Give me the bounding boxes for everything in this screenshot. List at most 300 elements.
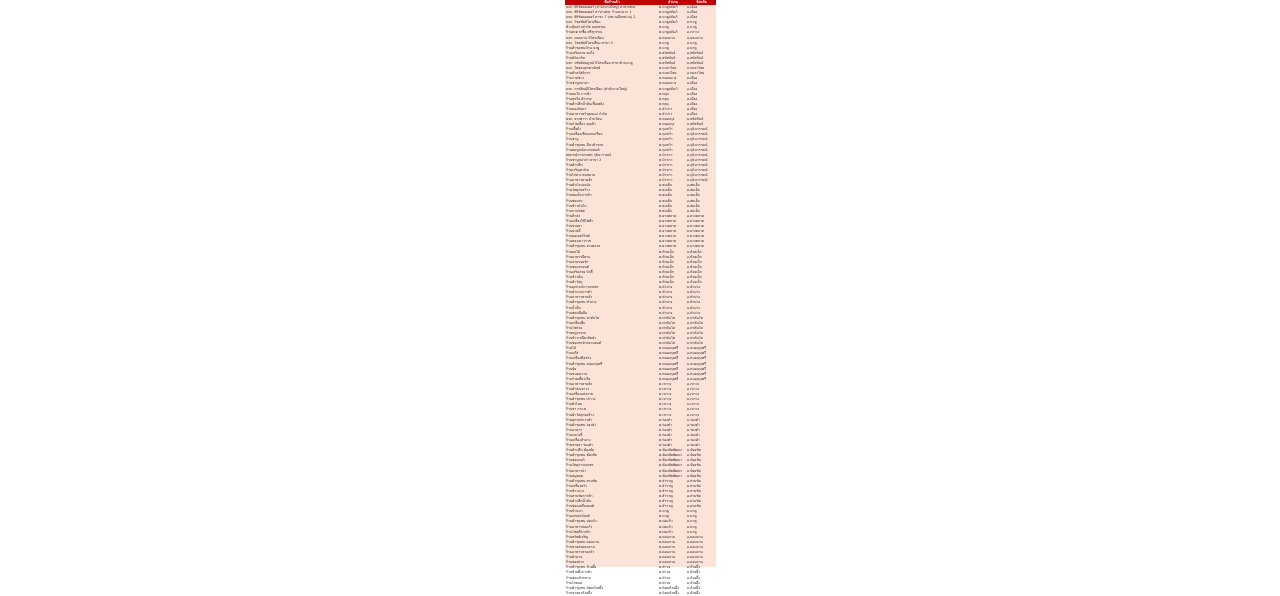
cell-province: อ.สหัสขันธ์ [687, 50, 704, 55]
cell-shop-name: ร้านค้าชุมชน ท่าคันโท [566, 315, 600, 320]
cell-district: ต.สำราญ [659, 504, 673, 509]
cell-district: ต.ท่าคันโท [659, 325, 676, 330]
cell-province: อ.ยางตลาด [687, 239, 705, 244]
cell-shop-name: ร้านซ่อมแอร์ [566, 458, 585, 463]
cell-shop-name: ร้านซ่อมจักรยาน [566, 575, 591, 580]
cell-district: ต.ดอนจาน [659, 560, 676, 565]
cell-province: อ.กมลาไสย [687, 66, 705, 71]
cell-shop-name: ร้านอาหารอีสาน [566, 254, 591, 259]
cell-province: อ.สหัสขันธ์ [687, 117, 704, 122]
cell-province: อ.ห้วยเม็ก [687, 274, 702, 279]
cell-province: อ.ยางตลาด [687, 218, 705, 223]
cell-province: อ.หนองกุงศรี [687, 346, 707, 351]
table-body [565, 5, 716, 596]
cell-district: ต.บัวขาว [659, 157, 673, 162]
cell-province: อ.หนองกุงศรี [687, 366, 707, 371]
cell-shop-name: ร้านข้าวต้ม [566, 274, 583, 279]
cell-shop-name: ร้านค้าชุมชน ร่องคำ [566, 422, 597, 427]
cell-district: ต.ห้วยเม็ก [659, 274, 674, 279]
cell-shop-name: ร้านเครื่องเขียนแบบเรียน [566, 132, 603, 137]
cell-province: อ.หนองกุงศรี [687, 376, 707, 381]
cell-shop-name: ร้านค้าวัสดุก่อสร้าง [566, 412, 594, 417]
cell-province: อ.นาคู [687, 20, 697, 25]
cell-province: อ.ร่องคำ [687, 443, 700, 448]
cell-province: อ.ห้วยเม็ก [687, 249, 702, 254]
cell-district: ต.ท่าคันโท [659, 320, 676, 325]
cell-district: ต.คำบง [659, 565, 671, 570]
cell-province: อ.คำม่วง [687, 300, 701, 305]
cell-district: ต.สมเด็จ [659, 203, 672, 208]
header-province: จังหวัด [696, 0, 707, 4]
cell-shop-name: ร้านวัสดุการเกษตร [566, 463, 594, 468]
cell-province: อ.ดอนจาน [687, 555, 703, 560]
cell-province: อ.ท่าคันโท [687, 320, 703, 325]
cell-shop-name: ร้านสุภาพรการค้า [566, 417, 593, 422]
cell-province: อ.ร่องคำ [687, 417, 700, 422]
cell-shop-name: ร้านน้ำดื่ม [566, 305, 581, 310]
cell-district: ต.นาคูปถัมภ์ [659, 86, 678, 91]
cell-district: ต.ร่องคำ [659, 432, 672, 437]
cell-district: ต.กุดหว้า [659, 147, 673, 152]
cell-district: ต.ยางตลาด [659, 218, 677, 223]
cell-shop-name: ร้านผ้าม่าน [566, 555, 583, 560]
cell-district: ต.ท่าคันโท [659, 341, 676, 346]
cell-district: ต.ยางตลาด [659, 244, 677, 249]
cell-province: อ.เขาวง [687, 402, 700, 407]
cell-shop-name: บจก. ไทยสมุทรพาณิชย์ [566, 66, 601, 71]
cell-shop-name: ร้านค้าวัสดุ [566, 280, 583, 285]
cell-shop-name: บจก. โชคชัยปิโตรเลียม [566, 20, 601, 25]
cell-shop-name: ร้านอาหารป่า [566, 468, 586, 473]
cell-shop-name: ร้านค้าชุมชน บ่อแก้ว [566, 519, 597, 524]
cell-district: ต.นาคู [659, 25, 669, 30]
cell-district: ต.คำม่วง [659, 305, 673, 310]
cell-shop-name: ร้านไม้ [566, 346, 576, 351]
cell-province: อ.เมือง [687, 106, 698, 111]
cell-district: ต.สหัสขันธ์ [659, 50, 676, 55]
cell-province: อ.เมือง [687, 10, 698, 15]
cell-shop-name: ร้านบะหมี่ [566, 229, 581, 234]
cell-shop-name: ร้านมอเตอร์ไซค์ [566, 234, 590, 239]
cell-province: อ.สมเด็จ [687, 203, 700, 208]
cell-province: อ.ยางตลาด [687, 224, 705, 229]
cell-shop-name: ร้านขายยาห้วยผึ้ง [566, 590, 592, 595]
cell-province: อ.ห้วยผึ้ง [687, 575, 700, 580]
cell-province: อ.ดอนจาน [687, 560, 703, 565]
cell-shop-name: ร้านอาหาร [566, 427, 582, 432]
cell-province: อ.นาคู [687, 529, 697, 534]
cell-province: อ.เขาวง [687, 392, 700, 397]
cell-province: อ.ห้วยผึ้ง [687, 590, 700, 595]
cell-district: ต.เขาวง [659, 402, 672, 407]
cell-province: อ.กุฉินารายณ์ [687, 142, 708, 147]
cell-province: อ.คำม่วง [687, 310, 701, 315]
cell-shop-name: หจก. ยางพารา บ้านโพน [566, 117, 602, 122]
cell-district: ต.ดอนจาน [659, 544, 676, 549]
cell-province: อ.คำม่วง [687, 305, 701, 310]
cell-shop-name: ร้านสมบูรณ์ยางรถยนต์ [566, 147, 600, 152]
cell-district: ต.บัวขาว [659, 173, 673, 178]
cell-shop-name: ร้านค้าชุมชน สามชัย [566, 478, 597, 483]
cell-province: อ.นาคู [687, 45, 697, 50]
cell-district: ต.สหัสขันธ์ [659, 61, 676, 66]
cell-province: อ.หนองกุงศรี [687, 361, 707, 366]
cell-shop-name: ร้านค้าบ้านดงบัง [566, 183, 591, 188]
cell-province: อ.ยางตลาด [687, 229, 705, 234]
cell-province: อ.นาคู [687, 40, 697, 45]
cell-province: อ.สามชัย [687, 504, 701, 509]
cell-shop-name: ร้านขายของชำ [566, 259, 589, 264]
cell-shop-name: ร้านเครื่องสำอาง [566, 437, 591, 442]
cell-district: ต.หลุบ [659, 91, 669, 96]
cell-province: อ.เมือง [687, 76, 698, 81]
cell-district: ต.บัวขาว [659, 162, 673, 167]
cell-province: อ.ห้วยเม็ก [687, 269, 702, 274]
cell-district: ต.บัวขาว [659, 178, 673, 183]
cell-shop-name: ร้านโชคดีการค้า [566, 529, 591, 534]
cell-province: อ.กุฉินารายณ์ [687, 137, 708, 142]
cell-shop-name: บจก. ดอนจาน ปิโตรเลียม [566, 35, 604, 40]
cell-district: ต.เขาวง [659, 392, 672, 397]
cell-district: ต.ดอนจาน [659, 539, 676, 544]
cell-province: อ.นาคู [687, 524, 697, 529]
cell-province: อ.คำม่วง [687, 285, 701, 290]
cell-shop-name: ร้านเครื่องใช้ไฟฟ้า [566, 218, 594, 223]
cell-province: อ.สมเด็จ [687, 208, 700, 213]
cell-shop-name: ร้านอาหารตามสั่ง [566, 381, 593, 386]
cell-province: อ.ร่องคำ [687, 427, 700, 432]
cell-district: ต.กุดหว้า [659, 132, 673, 137]
cell-district: ต.สมเด็จ [659, 188, 672, 193]
cell-shop-name: ร้านวัสดุก่อสร้าง [566, 188, 590, 193]
cell-district: ต.หนองกุงศรี [659, 351, 679, 356]
cell-province: อ.ร่องคำ [687, 422, 700, 427]
cell-shop-name: ร้านรวมช่าง [566, 76, 584, 81]
cell-province: อ.ฆ้องชัย [687, 453, 701, 458]
cell-province: อ.สามชัย [687, 478, 701, 483]
cell-district: ต.ยางตลาด [659, 213, 677, 218]
cell-district: ต.หนองแวง [659, 76, 677, 81]
cell-shop-name: ร้านข้าวเหนียวส้มตำ [566, 336, 597, 341]
cell-province: อ.หนองกุงศรี [687, 356, 707, 361]
cell-district: ต.นาคูปถัมภ์ [659, 10, 678, 15]
cell-shop-name: ร้านอาหารบ่อแก้ว [566, 524, 593, 529]
cell-province: อ.นาคู [687, 509, 697, 514]
cell-province: อ.เมือง [687, 5, 698, 9]
cell-province: อ.สหัสขันธ์ [687, 122, 704, 127]
cell-district: ต.คำม่วง [659, 300, 673, 305]
cell-district: ต.นิคมห้วยผึ้ง [659, 590, 679, 595]
cell-district: ต.เขาวง [659, 387, 672, 392]
cell-district: ต.หนองกุงศรี [659, 346, 679, 351]
cell-shop-name: ร้านอาหารตามสั่ง [566, 295, 593, 300]
cell-shop-name: ร้านหมูกระทะ [566, 331, 587, 335]
cell-province: อ.เขาวง [687, 407, 700, 412]
cell-shop-name: ร้านขนมหวาน [566, 371, 588, 376]
cell-district: ต.นาคู [659, 509, 669, 514]
cell-shop-name: ร้านค้าชุมชน ฆ้องชัย [566, 453, 597, 458]
cell-shop-name: ร้านค้าส่ง [566, 213, 580, 218]
cell-province: อ.สมเด็จ [687, 193, 700, 198]
cell-district: ต.นาคู [659, 45, 669, 50]
cell-shop-name: ร้านบ้านนา [566, 509, 583, 514]
cell-district: ต.กมลาไสย [659, 66, 677, 71]
cell-shop-name: บจก. ศิริชัยมอเตอร์ สาขาปตท. ร้านสะดวก 1 [566, 10, 632, 15]
cell-province: อ.กุฉินารายณ์ [687, 178, 708, 183]
cell-shop-name: ร้านค้าชุมชน เขาวง [566, 397, 596, 402]
cell-shop-name: บจก. ศิริชัยมอเตอร์ (สำนักงานใหญ่) สาขาปตท. [566, 5, 636, 9]
cell-district: ต.ห้วยเม็ก [659, 259, 674, 264]
cell-province: อ.ร่องคำ [687, 437, 700, 442]
cell-district: ต.ฆ้องชัยพัฒนา [659, 468, 683, 473]
cell-district: ต.ยางตลาด [659, 229, 677, 234]
cell-district: ต.ห้วยเม็ก [659, 280, 674, 285]
cell-shop-name: ร้านค้าชุมชนบ้าน นาคู [566, 45, 600, 50]
cell-shop-name: ร้านเสริมสวย บิวตี้ [566, 269, 593, 274]
cell-shop-name: ร้านชาบูหม่าล่า สาขา 2 [566, 157, 602, 162]
cell-province: อ.ดอนจาน [687, 534, 703, 539]
cell-shop-name: ร้านเสื้อผ้า [566, 127, 582, 132]
cell-district: ต.ลำปาว [659, 106, 673, 111]
cell-shop-name: ร้านซ่อมรถจักรยานยนต์ [566, 341, 602, 346]
cell-district: ต.ดอนจาน [659, 550, 676, 555]
cell-province: อ.ยางตลาด [687, 234, 705, 239]
cell-district: ต.เขาวง [659, 407, 672, 412]
cell-district: ต.นาคู [659, 40, 669, 45]
cell-district: ต.ฆ้องชัยพัฒนา [659, 448, 683, 453]
cell-shop-name: ห้างหุ้นส่วนจำกัด ธนพรรณ [566, 25, 606, 30]
cell-province: อ.ห้วยผึ้ง [687, 585, 700, 590]
cell-shop-name: สหกรณ์การเกษตร กุฉินารายณ์ [566, 152, 612, 157]
cell-province: อ.เมือง [687, 86, 698, 91]
cell-province: อ.สหัสขันธ์ [687, 61, 704, 66]
cell-province: อ.เขาวง [687, 412, 700, 417]
cell-shop-name: ร้านคำม่วงการค้า [566, 290, 592, 295]
cell-district: ต.สหัสขันธ์ [659, 55, 676, 60]
cell-district: ต.สมเด็จ [659, 208, 672, 213]
cell-province: อ.ท่าคันโท [687, 331, 703, 335]
cell-district: ต.ท่าคันโท [659, 315, 676, 320]
cell-shop-name: ร้านของฝาก [566, 560, 584, 565]
cell-district: ต.คำบง [659, 575, 671, 580]
cell-province: อ.สามชัย [687, 499, 701, 504]
cell-district: ต.คำบง [659, 570, 671, 575]
cell-province: อ.สามชัย [687, 494, 701, 498]
cell-province: อ.คำม่วง [687, 290, 701, 295]
cell-province: อ.ห้วยผึ้ง [687, 580, 700, 585]
cell-province: อ.สมเด็จ [687, 183, 700, 188]
cell-province: อ.กุฉินารายณ์ [687, 173, 708, 178]
cell-district: ต.ร่องคำ [659, 422, 672, 427]
cell-shop-name: ร้านชาบูหม่าล่า [566, 81, 589, 86]
cell-district: ต.หนองกุงศรี [659, 361, 679, 366]
cell-province: อ.นาคู [687, 514, 697, 519]
cell-province: อ.ร่องคำ [687, 432, 700, 437]
cell-province: อ.เขาวง [687, 381, 700, 386]
cell-shop-name: ร้านผลไม้ [566, 249, 581, 254]
cell-province: อ.กมลาไสย [687, 71, 705, 76]
cell-district: ต.หนองกุงศรี [659, 376, 679, 381]
cell-province: อ.ดอนจาน [687, 35, 703, 40]
cell-province: อ.หนองกุงศรี [687, 351, 707, 356]
cell-district: ต.ห้วยเม็ก [659, 249, 674, 254]
cell-district: ต.กุดหว้า [659, 142, 673, 147]
cell-shop-name: บจก. กาฬสินธุ์ปิโตรเลียม (สำนักงานใหญ่) [566, 86, 628, 91]
cell-district: ต.ห้วยเม็ก [659, 254, 674, 259]
cell-province: อ.ห้วยเม็ก [687, 264, 702, 269]
header-district: อำเภอ [668, 0, 678, 4]
cell-district: ต.หนองกุงศรี [659, 366, 679, 371]
cell-province: อ.ท่าคันโท [687, 336, 703, 341]
cell-province: อ.เขาวง [687, 397, 700, 402]
cell-province: อ.คำม่วง [687, 295, 701, 300]
cell-district: ต.นาคูปถัมภ์ [659, 5, 678, 9]
cell-district: ต.ดอนจาน [659, 534, 676, 539]
cell-district: ต.สมเด็จ [659, 198, 672, 203]
cell-province: อ.ฆ้องชัย [687, 458, 701, 463]
cell-province: อ.ห้วยผึ้ง [687, 565, 700, 570]
cell-shop-name: ร้านค้าปลีก [566, 162, 583, 167]
cell-shop-name: ร้านข้าวมันไก่ [566, 203, 587, 208]
cell-district: ต.คำม่วง [659, 285, 673, 290]
cell-province: อ.เมือง [687, 91, 698, 96]
cell-province: อ.กุฉินารายณ์ [687, 147, 708, 152]
cell-province: อ.เมือง [687, 96, 698, 101]
spreadsheet-sheet [565, 0, 716, 595]
cell-shop-name: ร้านหมูทอด [566, 473, 583, 478]
cell-district: ต.ร่องคำ [659, 427, 672, 432]
cell-district: ต.หนองกุงศรี [659, 356, 679, 361]
cell-province: อ.เมือง [687, 111, 698, 116]
cell-shop-name: ร้านเครื่องมือช่าง [566, 356, 592, 361]
cell-district: ต.ห้วยเม็ก [659, 269, 674, 274]
cell-district: ต.ดอนจาน [659, 555, 676, 560]
cell-province: อ.หนองกุงศรี [687, 371, 707, 376]
cell-shop-name: ร้านสะดวกซื้อ ศรีสุวรรณ [566, 30, 603, 35]
cell-district: ต.เขาวง [659, 412, 672, 417]
cell-province: อ.เมือง [687, 15, 698, 20]
cell-shop-name: ร้านซ่อมเครื่องยนต์ [566, 504, 595, 509]
cell-district: ต.ลำปาว [659, 111, 673, 116]
cell-district: ต.ท่าคันโท [659, 336, 676, 341]
cell-province: อ.ฆ้องชัย [687, 463, 701, 468]
cell-shop-name: ร้านขายยา [566, 224, 583, 229]
cell-shop-name: ร้านอาหารตามสั่ง [566, 178, 593, 183]
cell-district: ต.บ่อแก้ว [659, 529, 673, 534]
cell-shop-name: ร้านค้าปลีกน้ำมันเชื้อเพลิง [566, 101, 604, 106]
cell-district: ต.คำม่วง [659, 310, 673, 315]
cell-district: ต.สำราญ [659, 488, 673, 493]
cell-shop-name: ร้านขายส่งดอนจาน [566, 544, 595, 549]
cell-district: ต.ร่องคำ [659, 443, 672, 448]
cell-district: ต.ฆ้องชัยพัฒนา [659, 473, 683, 478]
cell-shop-name: ร้านทรัพย์เจริญ [566, 534, 589, 539]
cell-shop-name: ร้านขายยา ร่องคำ [566, 443, 593, 448]
cell-province: อ.นาคู [687, 519, 697, 524]
cell-province: อ.เขาวง [687, 387, 700, 392]
cell-shop-name: บจก. โชคชัยปิโตรเลียม สาขา 2 [566, 40, 613, 45]
cell-district: ต.กุดหว้า [659, 127, 673, 132]
cell-district: ต.สำราญ [659, 494, 673, 498]
cell-district: ต.เขาวง [659, 397, 672, 402]
cell-district: ต.หลุบ [659, 101, 669, 106]
cell-district: ต.หนองกุงศรี [659, 371, 679, 376]
cell-district: ต.สำราญ [659, 483, 673, 488]
cell-province: อ.ท่าคันโท [687, 341, 703, 346]
cell-district: ต.หนองกุง [659, 117, 675, 122]
cell-shop-name: ร้านเบเกอรี่ [566, 432, 583, 437]
cell-province: อ.เมือง [687, 101, 698, 106]
cell-district: ต.ท่าคันโท [659, 331, 676, 335]
cell-shop-name: ร้านซ่อมรถ [566, 198, 583, 203]
cell-shop-name: ร้านข้าวแกง [566, 488, 585, 493]
cell-district: ต.กุดหว้า [659, 137, 673, 142]
cell-district: ต.สำราญ [659, 499, 673, 504]
cell-district: ต.เขาวง [659, 381, 672, 386]
cell-district: ต.นาคูปถัมภ์ [659, 20, 678, 25]
cell-district: ต.ยางตลาด [659, 234, 677, 239]
cell-shop-name: ร้านอุปกรณ์การเกษตร [566, 285, 599, 290]
cell-shop-name: ร้านค้าชุมชน ห้วยผึ้ง [566, 565, 597, 570]
cell-province: อ.ดอนจาน [687, 539, 703, 544]
cell-province: อ.ท่าคันโท [687, 325, 703, 330]
cell-province: อ.ฆ้องชัย [687, 473, 701, 478]
cell-district: ต.บัวขาว [659, 152, 673, 157]
cell-district: ต.คำบง [659, 580, 671, 585]
cell-province: อ.ยางตลาด [687, 213, 705, 218]
cell-shop-name: ร้านค้าชุมชน นิคมห้วยผึ้ง [566, 585, 604, 590]
cell-province: อ.สามชัย [687, 483, 701, 488]
cell-district: ต.บ่อแก้ว [659, 519, 673, 524]
cell-district: ต.ฆ้องชัยพัฒนา [659, 458, 683, 463]
cell-shop-name: ร้านเครื่องดื่ม [566, 320, 586, 325]
cell-district: ต.กมลาไสย [659, 71, 677, 76]
cell-shop-name: ร้านค้าส่งเขาวง [566, 387, 589, 392]
cell-shop-name: ร้านค้าชุมชน มีนาค้าขาย [566, 142, 604, 147]
cell-district: ต.ร่องคำ [659, 437, 672, 442]
cell-shop-name: ร้านปุ๋ย [566, 366, 577, 371]
cell-district: ต.นิคมห้วยผึ้ง [659, 585, 679, 590]
cell-shop-name: ร้านผ้าไหม [566, 402, 583, 407]
cell-shop-name: ร้านก๋วยเตี๋ยวเรือ [566, 376, 591, 381]
cell-province: อ.ดอนจาน [687, 544, 703, 549]
cell-district: ต.สมเด็จ [659, 183, 672, 188]
cell-shop-name: ร้านอาหารสวนครัว [566, 550, 595, 555]
cell-province: อ.สามชัย [687, 488, 701, 493]
cell-shop-name: ร้านไก่ทอด [566, 580, 583, 585]
cell-shop-name: ร้านไก่ย่าง สมหมาย [566, 173, 596, 178]
cell-shop-name: ร้านแก๊ส [566, 351, 579, 356]
cell-shop-name: ร้านมินิมาร์ท [566, 55, 585, 60]
cell-shop-name: ร้านเจริญพานิช [566, 168, 589, 172]
cell-province: อ.สมเด็จ [687, 188, 700, 193]
cell-district: ต.บัวขาว [659, 168, 673, 172]
cell-province: อ.กุฉินารายณ์ [687, 168, 708, 172]
cell-province: อ.ห้วยเม็ก [687, 259, 702, 264]
cell-shop-name: ร้านค้าปลีกน้ำมัน [566, 499, 592, 504]
cell-province: อ.เมือง [687, 81, 698, 86]
cell-shop-name: ร้านสมใจ การค้า [566, 91, 592, 96]
cell-shop-name: ร้านก๋วยเตี๋ยว คุณป้า [566, 122, 596, 127]
cell-district: ต.สมเด็จ [659, 193, 672, 198]
cell-shop-name: ร้านทองเยาวราช [566, 239, 591, 244]
cell-shop-name: ร้านกาแฟสด [566, 208, 585, 213]
cell-shop-name: ร้านห้วยผึ้งการค้า [566, 570, 592, 575]
cell-district: ต.นาคูปถัมภ์ [659, 30, 678, 35]
cell-shop-name: ร้านค้าชุมชน คำม่วง [566, 300, 597, 305]
cell-province: อ.กุฉินารายณ์ [687, 127, 708, 132]
cell-district: ต.คำม่วง [659, 295, 673, 300]
